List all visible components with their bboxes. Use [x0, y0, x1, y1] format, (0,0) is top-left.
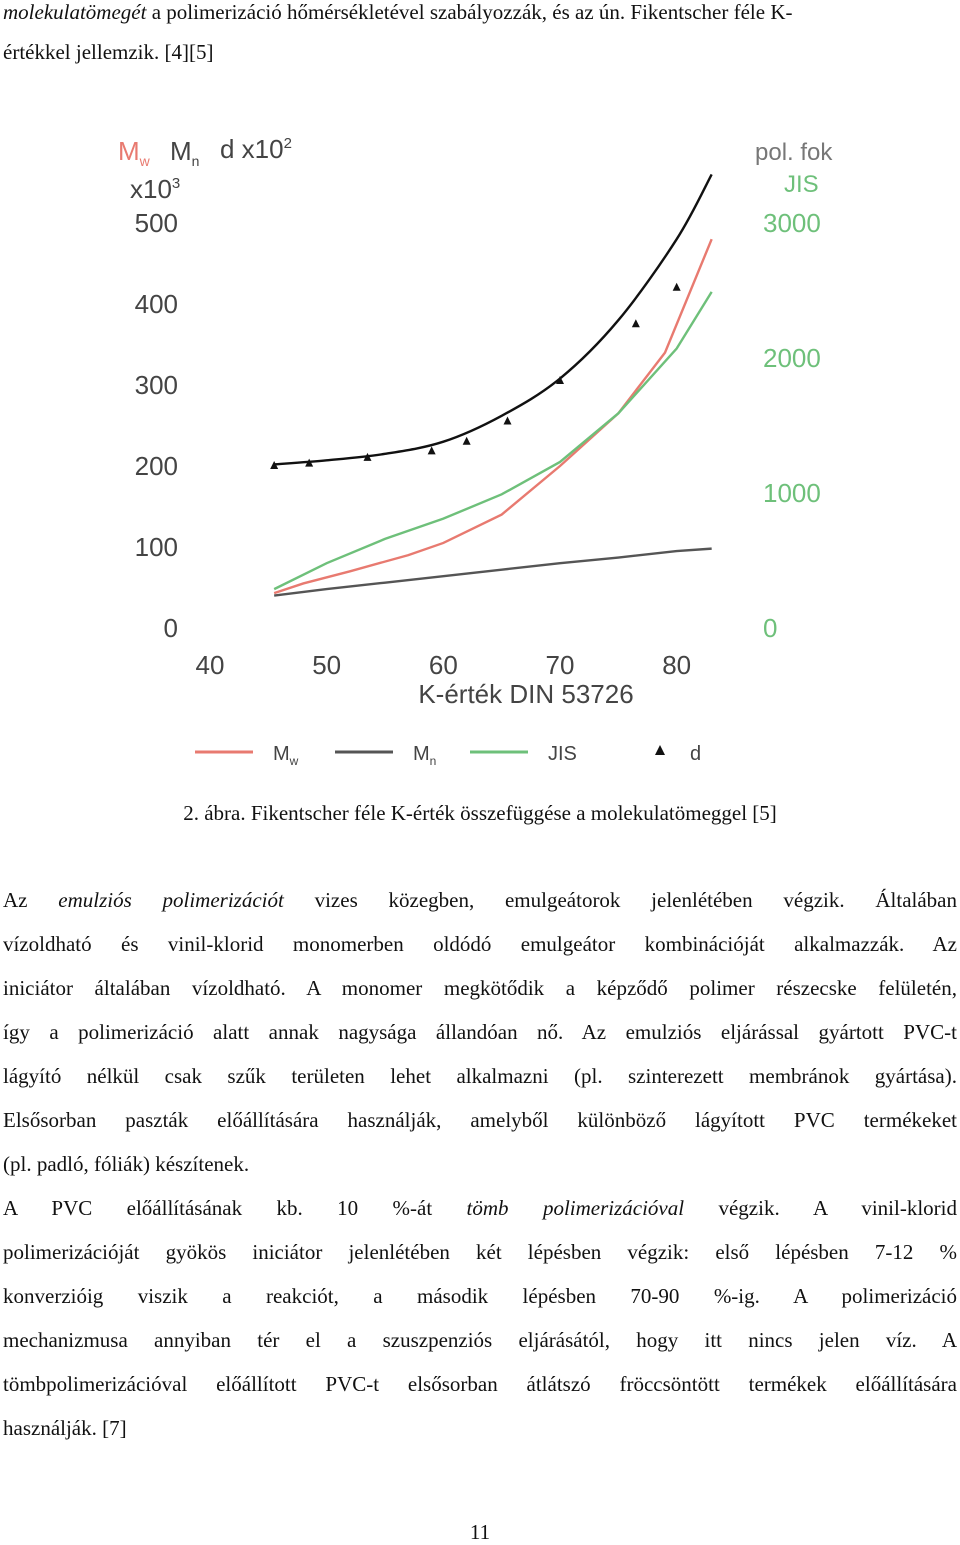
paragraph-line-4: így a polimerizáció alatt annak nagysága állandóan nő. Az emulziós eljárással gyártott PVC-t [3, 1020, 957, 1044]
header-mn-sub: n [191, 153, 200, 169]
italic-term-molekulatomeg: molekulatömegét [3, 0, 147, 24]
legend-label [413, 743, 436, 768]
paragraph-line-1 [3, 888, 957, 913]
series-d-point [673, 283, 681, 291]
header-d-sup: 2 [283, 135, 292, 152]
header-pol-fok: pol. fok [755, 139, 833, 166]
y-left-tick-label: 100 [134, 532, 178, 562]
series-d-point [632, 319, 640, 327]
italic-emulzios: emulziós polimerizációt [58, 888, 284, 912]
paragraph-line-3: iniciátor általában vízoldható. A monomer megkötődik a képződő polimer részecske felületén, [3, 976, 957, 1000]
chart-legend [195, 743, 701, 768]
legend-label-main: JIS [548, 743, 577, 765]
x-tick-label: 40 [195, 650, 225, 680]
legend-label-sub: n [429, 754, 437, 768]
y-left-tick-label: 300 [134, 370, 178, 400]
x-tick-label: 80 [662, 650, 692, 680]
header-mn-m: M [170, 136, 192, 166]
legend-label [548, 743, 577, 765]
k-value-chart [100, 118, 860, 778]
x-ticks [196, 650, 692, 680]
header-d-main: d x10 [220, 134, 284, 164]
y-right-tick-label: 3000 [763, 208, 821, 238]
header-d [220, 134, 292, 164]
page-number: 11 [469, 1520, 491, 1544]
paragraph-line-7: (pl. padló, fóliák) készítenek. [3, 1152, 250, 1176]
series-mn-line [274, 549, 712, 596]
series-d-curve [274, 174, 712, 464]
x-tick-label: 70 [545, 650, 575, 680]
paragraph-line-12: tömbpolimerizációval előállított PVC-t elsősorban átlátszó fröccsöntött termékek előállítására [3, 1372, 957, 1396]
legend-label-main: M [413, 743, 430, 765]
p1-c: vizes közegben, emulgeátorok jelenlétében végzik. Általában [283, 888, 957, 912]
y-right-tick-label: 2000 [763, 343, 821, 373]
y-left-tick-label: 200 [134, 451, 178, 481]
x-tick-label: 60 [428, 650, 458, 680]
text-line-2: értékkel jellemzik. [4][5] [3, 40, 214, 64]
text-line-1 [3, 0, 957, 25]
y-left-tick-label: 400 [134, 289, 178, 319]
header-mw [118, 136, 151, 169]
paragraph-line-6: Elsősorban paszták előállítására használják, amelyből különböző lágyított PVC termékeket [3, 1108, 957, 1132]
x-axis-label: K-érték DIN 53726 [418, 679, 634, 709]
paragraph-line-2: vízoldható és vinil-klorid monomerben oldódó emulgeátor kombinációját alkalmazzák. Az [3, 932, 957, 956]
left-unit-main: x10 [130, 174, 172, 204]
paragraph-line-10: konverzióig viszik a reakciót, a második lépésben 70-90 %-ig. A polimerizáció [3, 1284, 957, 1308]
legend-label-sub: w [289, 754, 299, 768]
paragraph-line-11: mechanizmusa annyiban tér el a szuszpenziós eljárásától, hogy itt nincs jelen víz. A [3, 1328, 957, 1352]
header-jis: JIS [784, 171, 819, 198]
legend-label-main: M [273, 743, 290, 765]
series-jis-line [274, 292, 712, 589]
y-left-tick-label: 0 [163, 613, 178, 643]
right-header [755, 139, 833, 198]
y-right-tick-label: 1000 [763, 478, 821, 508]
p8-c: végzik. A vinil-klorid [684, 1196, 957, 1220]
chart-svg [100, 118, 860, 778]
p8-a: A PVC előállításának kb. 10 %-át [3, 1196, 467, 1220]
p1-a: Az [3, 888, 59, 912]
paragraph-line-13: használják. [7] [3, 1416, 127, 1440]
italic-tomb: tömb polimerizációval [466, 1196, 685, 1220]
paragraph-line-5: lágyító nélkül csak szűk területen lehet alkalmazni (pl. szinterezett membránok gyártása). [3, 1064, 957, 1088]
series-d-point [463, 437, 471, 445]
header-mn [170, 136, 199, 169]
paragraph-line-8 [3, 1196, 957, 1221]
y-left-tick-label: 500 [134, 208, 178, 238]
text-line-1-rest: a polimerizáció hőmérsékletével szabályozzák, és az ún. Fikentscher féle K- [146, 0, 793, 24]
left-unit-sup: 3 [171, 175, 181, 192]
series-layer [270, 174, 712, 595]
paragraph-line-9: polimerizációját gyökös iniciátor jelenlétében két lépésben végzik: első lépésben 7-12 % [3, 1240, 957, 1264]
series-mw-line [274, 239, 712, 593]
legend-swatch [655, 745, 665, 755]
header-mw-m: M [118, 136, 140, 166]
legend-label [690, 743, 701, 765]
x-tick-label: 50 [312, 650, 342, 680]
y-right-ticks [763, 208, 821, 643]
left-header [118, 134, 292, 204]
figure-caption: 2. ábra. Fikentscher féle K-érték összefüggése a molekulatömeggel [5] [183, 801, 777, 825]
left-unit [130, 174, 180, 204]
series-d-point [504, 416, 512, 424]
legend-label-main: d [690, 743, 702, 765]
series-d-point [428, 446, 436, 454]
header-mw-sub: w [139, 153, 150, 169]
y-left-ticks [135, 208, 178, 643]
y-right-tick-label: 0 [763, 613, 778, 643]
legend-label [273, 743, 299, 768]
